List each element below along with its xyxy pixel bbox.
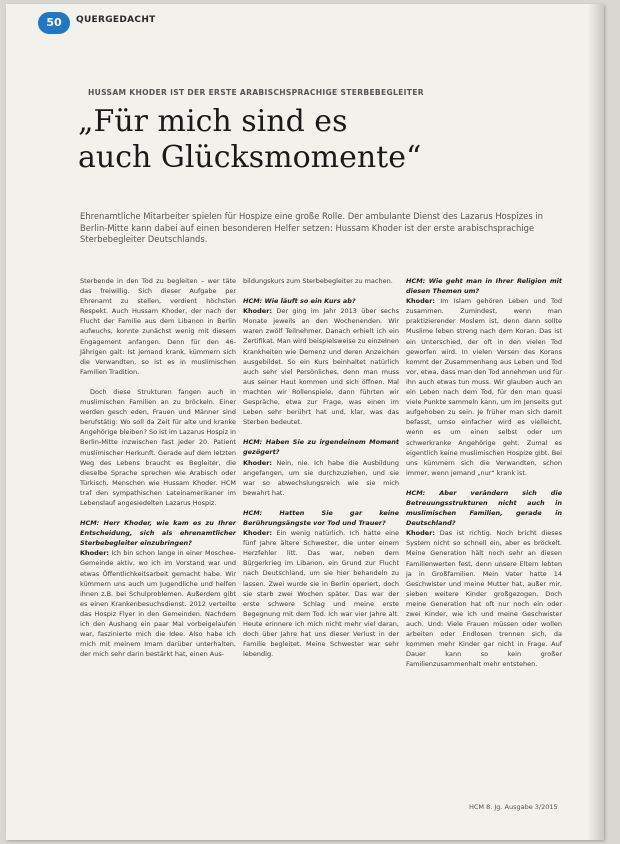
page-footer: HCM 8. Jg. Ausgabe 3/2015 bbox=[469, 803, 558, 811]
interview-question: HCM: Haben Sie zu irgendeinem Moment gezögert? bbox=[243, 438, 399, 457]
magazine-page bbox=[6, 4, 604, 840]
interview-question: HCM: Hatten Sie gar keine Berührungsängste vor Tod und Trauer? bbox=[243, 508, 399, 527]
interview-block bbox=[243, 296, 399, 427]
answer-speaker: Khoder: bbox=[243, 529, 272, 538]
interview-answer: Im Islam gehören Leben und Tod zusammen. Zumindest, wenn man praktizierender Moslem ist, denn dann sollte Muslime leben streng nach dem Koran. Das ist ein Unterschied, der oft in den vielen Tod geworfen wird. In vielen Versen des Korans kommt der Zusammenhang aus Leben und Tod vor, etwa, dass man den Tod annehmen und für ihn auch etwas tun muss. Wir glauben auch an ein Leben nach dem Tod, für den man quasi viele Punkte sammeln kann, um im Jenseits gut aufgehoben zu sein. Je früher man sich damit befasst, umso einfacher wird es vielleicht, wenn es um einen selbst oder um schwerkranke Angehörige geht. Zumal es eigentlich keine muslimischen Hospize gibt. Bei uns kümmern sich die Verwandten, schon immer, wenn jemand „nur“ krank ist. bbox=[406, 297, 562, 477]
page-gutter-shadow bbox=[588, 4, 604, 840]
section-label: QUERGEDACHT bbox=[76, 15, 156, 25]
interview-answer: Das ist richtig. Noch bricht dieses System nicht so schnell ein, aber es bröckelt. Meine Generation hält noch sehr an diesen Familienwerten fest, denn unsere Eltern lebten ja in Großfamilien. Mein Vater hatte 14 Geschwister und meine Mutter hat, außer mir, sieben weitere Kinder großgezogen. Doch meine Generation hat oft nur noch ein oder zwei Kinder, wie ich und meine Geschwister auch. Und: Viele Frauen müssen oder wollen arbeiten oder Endlosen trennen sich, da kommen mehr Kinder gar nicht in Frage. Auf Dauer kann so kein großer Familienzusammenhalt mehr entstehen. bbox=[406, 529, 562, 669]
answer-speaker: Khoder: bbox=[80, 549, 109, 558]
article-lead: Ehrenamtliche Mitarbeiter spielen für Hospize eine große Rolle. Der ambulante Dienst des Lazarus Hospizes in Berlin-Mitte kann dabei auf einen besonderen Helfer setzen: Hussam Khoder ist der erste arabischsprachige Sterbebegleiter Deutschlands. bbox=[80, 211, 543, 245]
interview-block bbox=[406, 276, 562, 478]
answer-speaker: Khoder: bbox=[243, 307, 272, 316]
page-number-badge: 50 bbox=[38, 12, 70, 34]
text-column-2 bbox=[243, 276, 399, 669]
text-column-3 bbox=[406, 276, 562, 680]
interview-question: HCM: Wie geht man in Ihrer Religion mit diesen Themen um? bbox=[406, 277, 562, 296]
paragraph: bildungskurs zum Sterbebegleiter zu machen. bbox=[243, 277, 393, 285]
interview-question: HCM: Aber verändern sich die Betreuungsstrukturen nicht auch in muslimischen Familien, gerade in Deutschland? bbox=[406, 488, 562, 528]
interview-block bbox=[243, 437, 399, 498]
answer-speaker: Khoder: bbox=[406, 529, 435, 538]
interview-block bbox=[80, 518, 236, 659]
interview-question: HCM: Herr Khoder, wie kam es zu Ihrer Entscheidung, sich als ehrenamtlicher Sterbebegleiter einzubringen? bbox=[80, 519, 236, 548]
paragraph: Sterbende in den Tod zu begleiten – wer täte das freiwillig. Sich dieser Aufgabe per Ehrenamt zu stellen, verdient höchsten Respekt. Auch Hussam Khoder, der nach der Flucht der Familie aus dem Libanon in Berlin aufwuchs, konnte zunächst wenig mit diesem Engagement anfangen. Denn für den 46-Jährigen galt: Ist jemand krank, kümmern sich die Verwandten, so ist es in muslimischen Familien Tradition. bbox=[80, 277, 236, 376]
interview-answer: Ein wenig natürlich. Ich hatte eine fünf Jahre ältere Schwester, die unter einem Herzfehler litt. Das war, neben dem Bürgerkrieg im Libanon, ein Grund zur Flucht nach Deutschland, um sie hier behandeln zu lassen. Zwei wurde sie in Berlin operiert, doch sie starb zwei Wochen später. Das war der erste schwere Schlag und meine erste Begegnung mit dem Tod. Ich war vier Jahre alt. Heute erinnere ich mich nicht mehr viel daran, doch über Jahre hat uns dieser Verlust in der Familie begleitet. Meine Schwester war sehr lebendig. bbox=[243, 529, 399, 659]
interview-answer: Der ging im Jahr 2013 über sechs Monate jeweils an den Wochenenden. Wir waren zwölf Teilnehmer. Danach erhielt ich ein Zertifikat. Man wird beispielsweise zu einzelnen Krankheiten wie Demenz und deren Anzeichen ausgebildet. So ein Kurs beinhaltet natürlich auch sehr viel Persönliches, denn man muss aus seiner Haut kommen und sich öffnen. Mal machten wir Rollenspiele, dann führten wir Gespräche, etwa zur Frage, was einen im Leben sehr berührt hat und, klar, was das Sterben bedeutet. bbox=[243, 307, 399, 427]
text-column-1 bbox=[80, 276, 236, 669]
headline-line-2: auch Glücksmomente“ bbox=[78, 140, 422, 175]
interview-block bbox=[243, 508, 399, 659]
answer-speaker: Khoder: bbox=[243, 458, 272, 467]
article-headline bbox=[78, 104, 558, 176]
interview-answer: Nein, nie. Ich habe die Ausbildung angefangen, um sie durchzuziehen, und sie war so abwechslungsreich wie sie mich bewahrt hat. bbox=[243, 458, 399, 497]
paragraph: Doch diese Strukturen fangen auch in muslimischen Familien an zu bröckeln. Einer werden gesch eden, Frauen und Männer sind berufstätig: Wo soll da Zeit für alte und kranke Angehörige bleiben? So ist im Lazarus Hospiz in Berlin-Mitte inzwischen fast jeder 20. Patient muslimischer Herkunft. Gerade auf dem letzten Weg des Lebens braucht es Begleiter, die dieselbe Sprache sprechen wie Arabisch oder Türkisch. Menschen wie Hussam Khoder. HCM traf den sympathischen Lateinamerikaner im Lebenslauf angesiedelten Lazarus Hospiz. bbox=[80, 387, 236, 507]
interview-question: HCM: Wie läuft so ein Kurs ab? bbox=[243, 297, 356, 306]
article-kicker: HUSSAM KHODER IST DER ERSTE ARABISCHSPRACHIGE STERBEBEGLEITER bbox=[88, 88, 424, 97]
answer-speaker: Khoder: bbox=[406, 297, 435, 306]
headline-line-1: „Für mich sind es bbox=[78, 104, 348, 139]
interview-answer: Ich bin schon lange in einer Moschee-Gemeinde aktiv, wo ich im Vorstand war und etwas Öffentlichkeitsarbeit gemacht habe. Wir kümmern uns auch um Jugendliche und helfen ihnen z.B. bei Schulproblemen. Außerdem gibt es einen Krankenbesuchsdienst. 2012 verteilte das Hospiz Flyer in den Gemeinden. Nachdem ich den Aushang ein paar Mal vorbeigelaufen war, faszinierte mich die Idee. Also habe ich mich mit meinem Imam darüber unterhalten, der mich sehr darin bestärkt hat, einen Aus- bbox=[80, 549, 236, 659]
interview-block bbox=[406, 488, 562, 670]
